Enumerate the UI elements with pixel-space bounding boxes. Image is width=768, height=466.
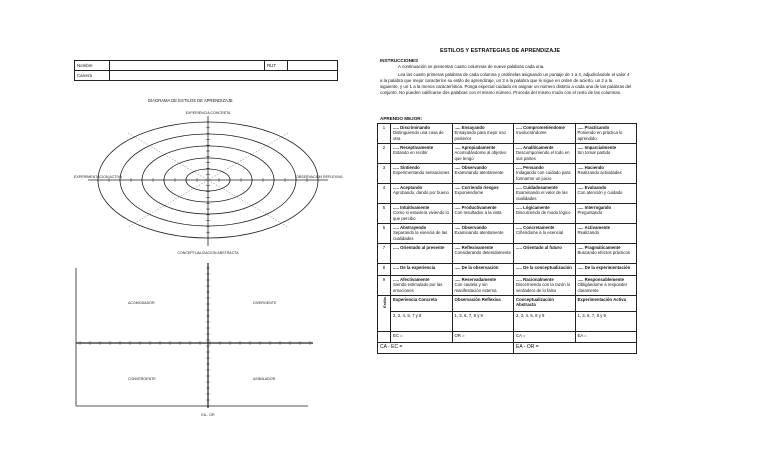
word-description: Preguntando bbox=[577, 210, 603, 216]
grid-cell[interactable] bbox=[575, 224, 637, 244]
axis-label-top: EXPERIENCIA CONCRETA bbox=[185, 111, 231, 115]
right-page bbox=[370, 38, 638, 438]
grid-cell[interactable] bbox=[575, 264, 637, 276]
key-or: 1, 3, 6, 7, 8 y 9 bbox=[452, 312, 514, 332]
style-ca: Conceptualización Abstracta bbox=[514, 296, 576, 312]
grid-cell[interactable] bbox=[514, 184, 576, 204]
word-description: Acomodándome al objetivo que tengo bbox=[454, 150, 507, 161]
grid-row bbox=[378, 164, 637, 184]
word-description: Examinando atentamente bbox=[454, 170, 504, 176]
word-option: ..... Productivamente bbox=[454, 205, 497, 210]
grid-cell[interactable] bbox=[452, 144, 514, 164]
total-ca[interactable]: CA = bbox=[514, 332, 576, 343]
grid-cell[interactable] bbox=[391, 224, 453, 244]
ca-ec-result[interactable]: CA - EC = bbox=[378, 343, 514, 354]
word-option: ..... De la conceptualización bbox=[516, 265, 572, 270]
grid-cell[interactable] bbox=[575, 144, 637, 164]
word-description: Involucrándome bbox=[516, 130, 547, 136]
grid-cell[interactable] bbox=[391, 244, 453, 264]
axis-label-ea-or: EA - OR bbox=[201, 413, 215, 417]
row-number: 4 bbox=[378, 184, 391, 204]
word-description: Poniendo en práctica lo aprendido bbox=[577, 130, 623, 141]
diagram-title: DIAGRAMA DE ESTILOS DE APRENDIZAJE bbox=[148, 98, 233, 103]
grid-cell[interactable] bbox=[514, 144, 576, 164]
word-option: ..... Analíticamente bbox=[516, 145, 554, 150]
grid-cell[interactable] bbox=[514, 244, 576, 264]
word-option: ..... Imparcialmente bbox=[577, 145, 617, 150]
grid-row bbox=[378, 144, 637, 164]
grid-cell[interactable] bbox=[514, 164, 576, 184]
grid-cell[interactable] bbox=[452, 276, 514, 296]
word-option: ..... Corriendo riesgos bbox=[454, 185, 499, 190]
word-description: Ciñéndome a lo esencial bbox=[516, 230, 564, 236]
quadrant-convergente: CONVERGENTE bbox=[128, 377, 156, 381]
grid-cell[interactable] bbox=[575, 244, 637, 264]
grid-row bbox=[378, 204, 637, 224]
word-description: Sin tomar partido bbox=[577, 150, 611, 156]
row-number: 8 bbox=[378, 264, 391, 276]
word-description: Buscando efectos prácticos bbox=[577, 250, 631, 256]
final-row bbox=[378, 343, 637, 354]
style-ec: Experiencia Concreta bbox=[391, 296, 453, 312]
row-number: 7 bbox=[378, 244, 391, 264]
ea-or-result[interactable]: EA - OR = bbox=[514, 343, 637, 354]
word-option: ..... De la observación bbox=[454, 265, 499, 270]
nombre-field[interactable] bbox=[110, 61, 265, 71]
axis-label-right: OBSERVACION REFLEXIVA bbox=[296, 175, 343, 179]
word-description: Obligándome a responder claramente bbox=[577, 282, 628, 293]
rut-label: RUT bbox=[265, 61, 288, 71]
grid-row bbox=[378, 264, 637, 276]
row-number: 1 bbox=[378, 124, 391, 144]
grid-cell[interactable] bbox=[575, 124, 637, 144]
grid-cell[interactable] bbox=[452, 224, 514, 244]
learning-styles-diagram bbox=[68, 108, 350, 438]
grid-row bbox=[378, 224, 637, 244]
grid-cell[interactable] bbox=[575, 276, 637, 296]
carrera-label: Carrera bbox=[75, 71, 110, 81]
grid-cell[interactable] bbox=[391, 144, 453, 164]
word-description: Con cautela y sin manifestación externa bbox=[454, 282, 497, 293]
grid-cell[interactable] bbox=[575, 164, 637, 184]
grid-cell[interactable] bbox=[391, 164, 453, 184]
grid-cell[interactable] bbox=[514, 276, 576, 296]
word-description: Realizando actividades bbox=[577, 170, 622, 176]
grid-cell[interactable] bbox=[391, 264, 453, 276]
grid-row bbox=[378, 244, 637, 264]
grid-cell[interactable] bbox=[452, 264, 514, 276]
instructions-heading: INSTRUCCIONES bbox=[380, 58, 419, 63]
word-option: ..... Reservadamente bbox=[454, 277, 497, 282]
word-description: Indagando con cuidado para formarme un juicio bbox=[516, 170, 571, 181]
word-option: ..... Pragmáticamente bbox=[577, 245, 621, 250]
instructions-p1: A continuación se presentan cuatro columnas de nueve palabras cada una. bbox=[398, 64, 545, 69]
word-option: ..... Haciendo bbox=[577, 165, 605, 170]
word-description: Examinando el valor de las cualidades bbox=[516, 190, 568, 201]
nombre-label: Nombre bbox=[75, 61, 110, 71]
word-description: Realizando bbox=[577, 230, 599, 236]
grid-cell[interactable] bbox=[514, 124, 576, 144]
word-option: ..... Orientado al futuro bbox=[516, 245, 562, 250]
word-option: ..... Activamente bbox=[577, 225, 611, 230]
axis-label-bottom: CONCEPTUALIZACION ABSTRACTA bbox=[177, 251, 239, 255]
estilo-label-cell bbox=[378, 296, 391, 332]
word-description: Experimentando sensaciones bbox=[393, 170, 450, 176]
row-number: 6 bbox=[378, 224, 391, 244]
word-option: ..... Ensayando bbox=[454, 125, 485, 130]
word-option: ..... Observando bbox=[454, 225, 487, 230]
word-option: ..... Cuidadosamente bbox=[516, 185, 558, 190]
total-ec[interactable]: EC = bbox=[391, 332, 453, 343]
word-option: ..... Reflexivamente bbox=[454, 245, 494, 250]
grid-cell[interactable] bbox=[391, 124, 453, 144]
word-description: Discurriendo de modo lógico bbox=[516, 210, 571, 216]
style-or: Observación Reflexiva bbox=[452, 296, 514, 312]
key-ea: 1, 3, 6, 7, 8 y 9 bbox=[575, 312, 637, 332]
student-info-form bbox=[74, 60, 338, 81]
word-option: ..... Racionalmente bbox=[516, 277, 554, 282]
word-description: Distinguiendo una cosa de otra bbox=[393, 130, 444, 141]
grid-cell[interactable] bbox=[575, 184, 637, 204]
word-description: Descomponiendo el todo en sus partes bbox=[516, 150, 570, 161]
word-description: Discerniendo con la razón lo verdadero de lo falso bbox=[516, 282, 571, 293]
word-description: Estando en recibir bbox=[393, 150, 428, 156]
carrera-field[interactable] bbox=[110, 71, 338, 81]
quadrant-acomodador: ACOMODADOR bbox=[128, 301, 155, 305]
row-number: 2 bbox=[378, 144, 391, 164]
left-page bbox=[68, 38, 350, 438]
style-ea: Experimentación Activa bbox=[575, 296, 637, 312]
word-description: Aprobando, dando por bueno bbox=[393, 190, 449, 196]
word-description: Examinando atentamente bbox=[454, 230, 504, 236]
instructions-p2: Lea las cuatro primeras palabras de cada columna y ordénelas asignando un puntaje de 1 a 4, adjudicándole el valor 4 a la palabra que mejor caracterice su estilo de aprendizaje, un 3 a la palabra que le sigue en orden de acierto, un 2 a la siguiente, y un 1 a la menos característica. Ponga especial cuidado en asignar un número distinto a cada una de las palabras del conjunto. No pueden calificarse dos palabras con el mismo número. Proceda del mismo modo con el resto de las columnas. bbox=[380, 71, 632, 95]
styles-row bbox=[378, 296, 637, 312]
word-option: ..... De la experiencia bbox=[393, 265, 436, 270]
total-ea[interactable]: EA = bbox=[575, 332, 637, 343]
word-option: ..... Practicando bbox=[577, 125, 610, 130]
estilo-label: Estilo bbox=[381, 297, 387, 308]
quadrant-divergente: DIVERGENTE bbox=[253, 301, 277, 305]
grid-cell[interactable] bbox=[575, 204, 637, 224]
axis-label-left: EXPERIMENTACION ACTIVA bbox=[74, 175, 122, 179]
word-description: Separando la esencia de las cualidades bbox=[393, 230, 448, 241]
aprendo-mejor-label: APRENDO MEJOR: bbox=[380, 116, 423, 121]
grid-row bbox=[378, 184, 637, 204]
totals-row bbox=[378, 332, 637, 343]
key-ec: 2, 3, 4, 5, 7 y 8 bbox=[391, 312, 453, 332]
word-option: ..... Comprometiéndome bbox=[516, 125, 565, 130]
word-description: Considerando detenidamente bbox=[454, 250, 511, 256]
word-option: ..... Aceptando bbox=[393, 185, 423, 190]
grid-cell[interactable] bbox=[391, 204, 453, 224]
grid-cell[interactable] bbox=[452, 184, 514, 204]
puntaje-label-cell bbox=[378, 332, 391, 343]
page-title: ESTILOS Y ESTRATEGIAS DE APRENDIZAJE bbox=[440, 48, 561, 54]
word-option: ..... Interrogando bbox=[577, 205, 612, 210]
instructions-text bbox=[380, 64, 632, 96]
word-option: ..... De la experimentación bbox=[577, 265, 631, 270]
total-or[interactable]: OR = bbox=[452, 332, 514, 343]
word-description: Como si estuviera viviendo lo que percibo bbox=[393, 210, 449, 221]
grid-cell[interactable] bbox=[452, 204, 514, 224]
word-option: ..... Responsablemente bbox=[577, 277, 625, 282]
ranking-grid bbox=[377, 123, 637, 354]
word-option: ..... Pensando bbox=[516, 165, 544, 170]
word-option: ..... Apropiadamente bbox=[454, 145, 496, 150]
word-description: Siendo estimulado por las emociones bbox=[393, 282, 443, 293]
row-number: 9 bbox=[378, 276, 391, 296]
keys-row bbox=[378, 312, 637, 332]
rut-field[interactable] bbox=[288, 61, 338, 71]
word-option: ..... Observando bbox=[454, 165, 487, 170]
grid-cell[interactable] bbox=[514, 204, 576, 224]
word-description: Exponiéndome bbox=[454, 190, 484, 196]
word-option: ..... Discriminando bbox=[393, 125, 431, 130]
key-ca: 2, 3, 4, 5, 8 y 9 bbox=[514, 312, 576, 332]
word-option: ..... Afectivamente bbox=[393, 277, 430, 282]
word-option: ..... Sintiendo bbox=[393, 165, 420, 170]
row-number: 3 bbox=[378, 164, 391, 184]
word-option: ..... Orientado al presente bbox=[393, 245, 445, 250]
word-option: ..... Concretamente bbox=[516, 225, 555, 230]
grid-row bbox=[378, 276, 637, 296]
word-description: Ensayando para mejor uso posterior bbox=[454, 130, 506, 141]
quadrant-grid bbox=[76, 263, 313, 408]
word-option: ..... Intuitivamente bbox=[393, 205, 430, 210]
grid-cell[interactable] bbox=[514, 264, 576, 276]
word-description: Con resultados a la vista bbox=[454, 210, 502, 216]
word-description: Con atención y cuidado bbox=[577, 190, 623, 196]
quadrant-asimilador: ASIMILADOR bbox=[253, 377, 276, 381]
grid-cell[interactable] bbox=[391, 184, 453, 204]
grid-cell[interactable] bbox=[391, 276, 453, 296]
grid-cell[interactable] bbox=[452, 164, 514, 184]
word-option: ..... Lógicamente bbox=[516, 205, 550, 210]
word-option: ..... Evaluando bbox=[577, 185, 607, 190]
grid-cell[interactable] bbox=[514, 224, 576, 244]
grid-cell[interactable] bbox=[452, 124, 514, 144]
grid-row bbox=[378, 124, 637, 144]
row-number: 5 bbox=[378, 204, 391, 224]
word-option: ..... Abstrayendo bbox=[393, 225, 427, 230]
grid-cell[interactable] bbox=[452, 244, 514, 264]
word-option: ..... Receptivamente bbox=[393, 145, 434, 150]
